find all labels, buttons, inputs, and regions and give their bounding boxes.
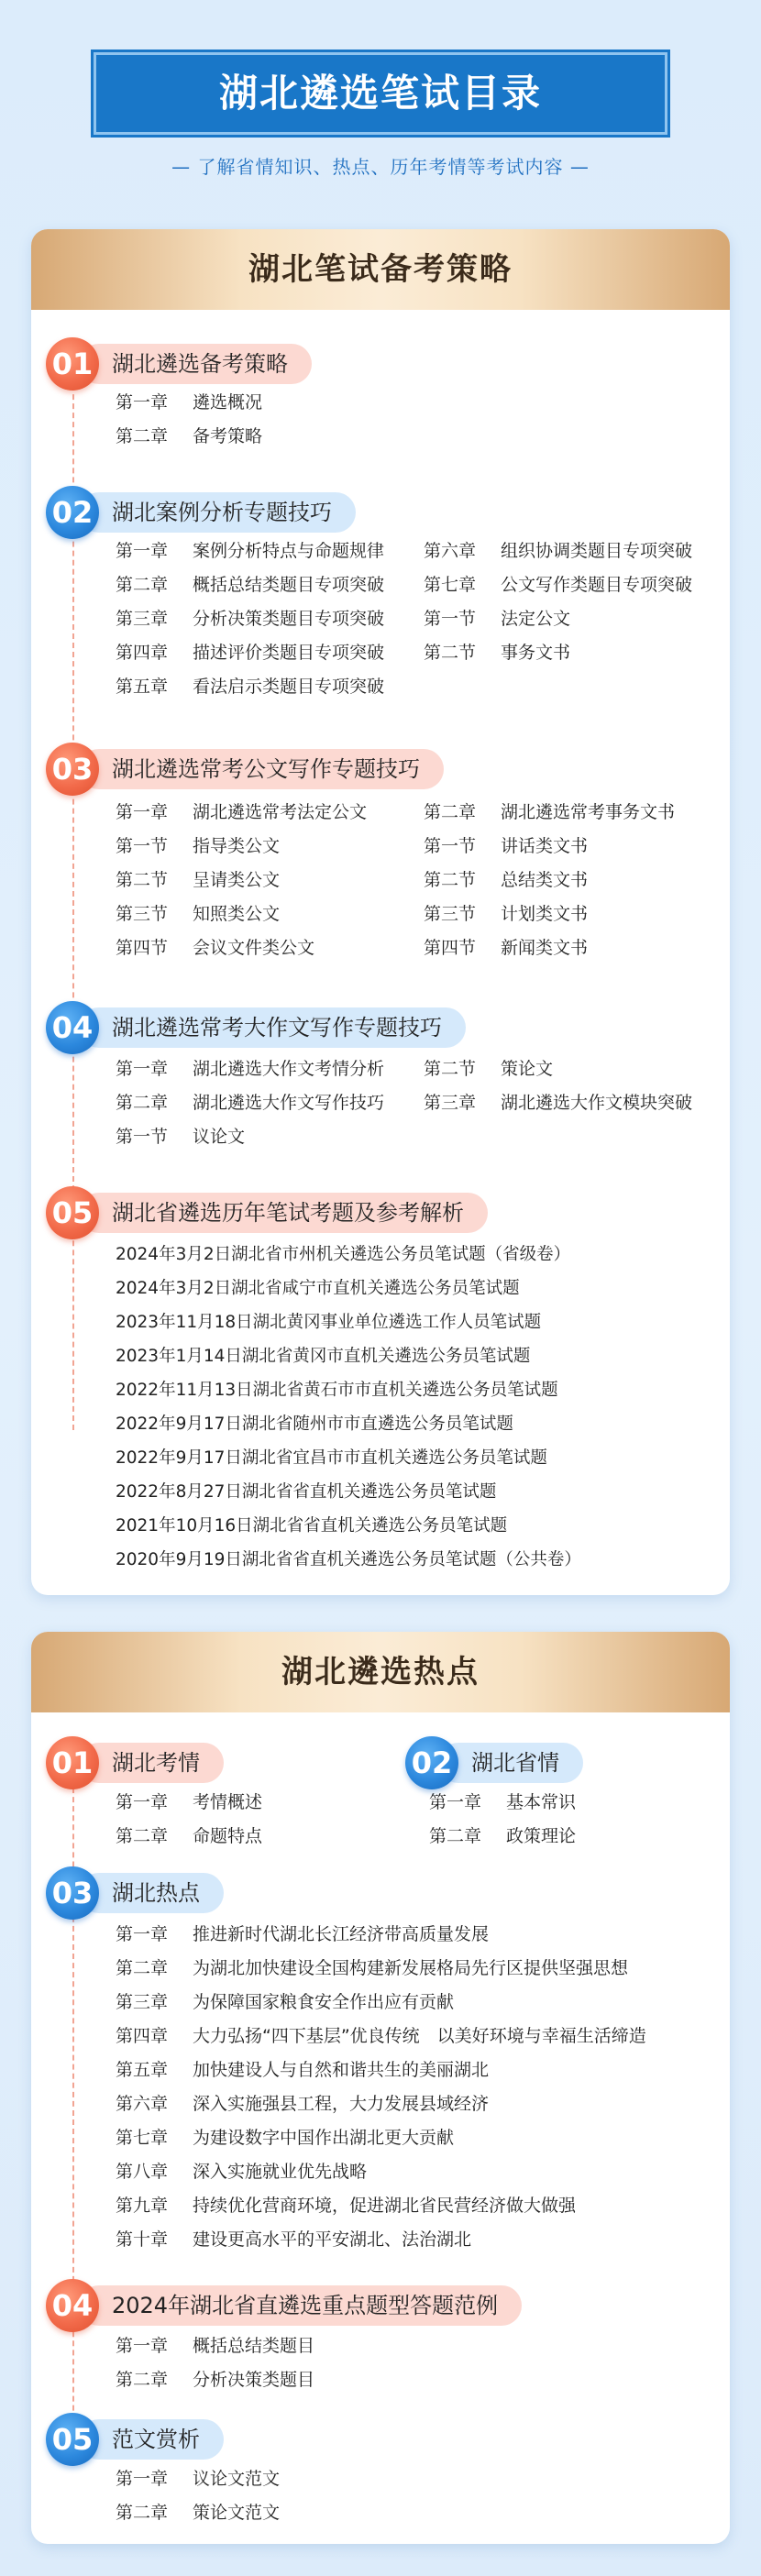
hotspot-card-title: 湖北遴选热点 xyxy=(31,1632,730,1712)
section-title: 湖北案例分析专题技巧 xyxy=(79,492,356,533)
list-item: 第二章 为湖北加快建设全国构建新发展格局先行区提供坚强思想 xyxy=(116,1958,629,1978)
list-item: 第二章 概括总结类题目专项突破 xyxy=(116,575,385,595)
list-item: 第二节 总结类文书 xyxy=(424,870,589,890)
list-item: 第一节 指导类公文 xyxy=(116,836,281,856)
section-number: 05 xyxy=(46,1186,99,1239)
strategy-card-title: 湖北笔试备考策略 xyxy=(31,229,730,310)
list-item: 2022年8月27日湖北省省直机关遴选公务员笔试题 xyxy=(116,1482,497,1502)
list-item: 第三章 湖北遴选大作文模块突破 xyxy=(424,1093,693,1113)
list-item: 第三节 计划类文书 xyxy=(424,904,589,924)
list-item: 第二章 命题特点 xyxy=(116,1826,263,1846)
list-item: 第二章 湖北遴选常考事务文书 xyxy=(424,802,676,822)
list-item: 第四节 会议文件类公文 xyxy=(116,938,315,958)
list-item: 第四章 大力弘扬“四下基层”优良传统 以美好环境与幸福生活缔造 xyxy=(116,2026,646,2046)
list-item: 第二节 事务文书 xyxy=(424,643,571,663)
section-number: 02 xyxy=(405,1736,458,1789)
list-item: 第三节 知照类公文 xyxy=(116,904,281,924)
list-item: 2022年9月17日湖北省宜昌市市直机关遴选公务员笔试题 xyxy=(116,1448,547,1468)
section-number: 03 xyxy=(46,743,99,796)
strategy-card xyxy=(31,229,730,1595)
section-number: 03 xyxy=(46,1866,99,1920)
list-item: 第九章 持续优化营商环境，促进湖北省民营经济做大做强 xyxy=(116,2196,577,2216)
list-item: 第二章 湖北遴选大作文写作技巧 xyxy=(116,1093,385,1113)
hotspot-card xyxy=(31,1632,730,2544)
section-title: 湖北遴选备考策略 xyxy=(79,344,312,384)
list-item: 第十章 建设更高水平的平安湖北、法治湖北 xyxy=(116,2229,472,2250)
section-title: 湖北考情 xyxy=(79,1743,224,1783)
list-item: 第三章 为保障国家粮食安全作出应有贡献 xyxy=(116,1992,455,2012)
section-title: 湖北省情 xyxy=(438,1743,583,1783)
list-item: 第一章 湖北遴选大作文考情分析 xyxy=(116,1059,385,1079)
section-number: 01 xyxy=(46,1736,99,1789)
list-item: 第二章 备考策略 xyxy=(116,426,263,446)
section-title: 范文赏析 xyxy=(79,2419,224,2460)
list-item: 第四章 描述评价类题目专项突破 xyxy=(116,643,385,663)
list-item: 第一章 基本常识 xyxy=(429,1792,577,1812)
list-item: 第一章 考情概述 xyxy=(116,1792,263,1812)
list-item: 第二章 分析决策类题目 xyxy=(116,2370,315,2390)
list-item: 2022年11月13日湖北省黄石市市直机关遴选公务员笔试题 xyxy=(116,1381,558,1400)
list-item: 第七章 为建设数字中国作出湖北更大贡献 xyxy=(116,2128,455,2148)
list-item: 2023年11月18日湖北黄冈事业单位遴选工作人员笔试题 xyxy=(116,1313,542,1332)
list-item: 第二节 策论文 xyxy=(424,1059,554,1079)
list-item: 第一章 概括总结类题目 xyxy=(116,2336,315,2356)
section-title: 2024年湖北省直遴选重点题型答题范例 xyxy=(79,2285,522,2326)
list-item: 2024年3月2日湖北省市州机关遴选公务员笔试题（省级卷） xyxy=(116,1245,571,1264)
list-item: 第三章 分析决策类题目专项突破 xyxy=(116,609,385,629)
list-item: 第六章 组织协调类题目专项突破 xyxy=(424,541,693,561)
list-item: 第一章 湖北遴选常考法定公文 xyxy=(116,802,368,822)
list-item: 第二章 策论文范文 xyxy=(116,2503,281,2523)
list-item: 2024年3月2日湖北省咸宁市直机关遴选公务员笔试题 xyxy=(116,1279,520,1298)
list-item: 第二章 政策理论 xyxy=(429,1826,577,1846)
section-number: 04 xyxy=(46,1001,99,1054)
list-item: 第五章 看法启示类题目专项突破 xyxy=(116,677,385,697)
section-number: 02 xyxy=(46,486,99,539)
list-item: 第一章 遴选概况 xyxy=(116,392,263,413)
list-item: 第一章 推进新时代湖北长江经济带高质量发展 xyxy=(116,1924,490,1944)
list-item: 2022年9月17日湖北省随州市市直遴选公务员笔试题 xyxy=(116,1415,513,1434)
list-item: 2020年9月19日湖北省省直机关遴选公务员笔试题（公共卷） xyxy=(116,1550,581,1569)
section-title: 湖北热点 xyxy=(79,1873,224,1913)
list-item: 第六章 深入实施强县工程，大力发展县域经济 xyxy=(116,2094,490,2114)
section-title: 湖北遴选常考大作文写作专题技巧 xyxy=(79,1007,466,1048)
section-number: 01 xyxy=(46,337,99,391)
list-item: 2023年1月14日湖北省黄冈市直机关遴选公务员笔试题 xyxy=(116,1347,531,1366)
page-title: 湖北遴选笔试目录 xyxy=(96,55,665,132)
list-item: 2021年10月16日湖北省省直机关遴选公务员笔试题 xyxy=(116,1516,508,1536)
list-item: 第一节 法定公文 xyxy=(424,609,571,629)
list-item: 第一节 讲话类文书 xyxy=(424,836,589,856)
list-item: 第八章 深入实施就业优先战略 xyxy=(116,2162,368,2182)
section-title: 湖北遴选常考公文写作专题技巧 xyxy=(79,749,444,789)
list-item: 第二节 呈请类公文 xyxy=(116,870,281,890)
section-title: 湖北省遴选历年笔试考题及参考解析 xyxy=(79,1193,488,1233)
list-item: 第一章 议论文范文 xyxy=(116,2469,281,2489)
list-item: 第五章 加快建设人与自然和谐共生的美丽湖北 xyxy=(116,2060,490,2080)
section-number: 04 xyxy=(46,2279,99,2332)
page-subtitle: — 了解省情知识、热点、历年考情等考试内容 — xyxy=(171,156,590,178)
list-item: 第一节 议论文 xyxy=(116,1127,246,1147)
list-item: 第七章 公文写作类题目专项突破 xyxy=(424,575,693,595)
list-item: 第四节 新闻类文书 xyxy=(424,938,589,958)
list-item: 第一章 案例分析特点与命题规律 xyxy=(116,541,385,561)
section-number: 05 xyxy=(46,2413,99,2466)
